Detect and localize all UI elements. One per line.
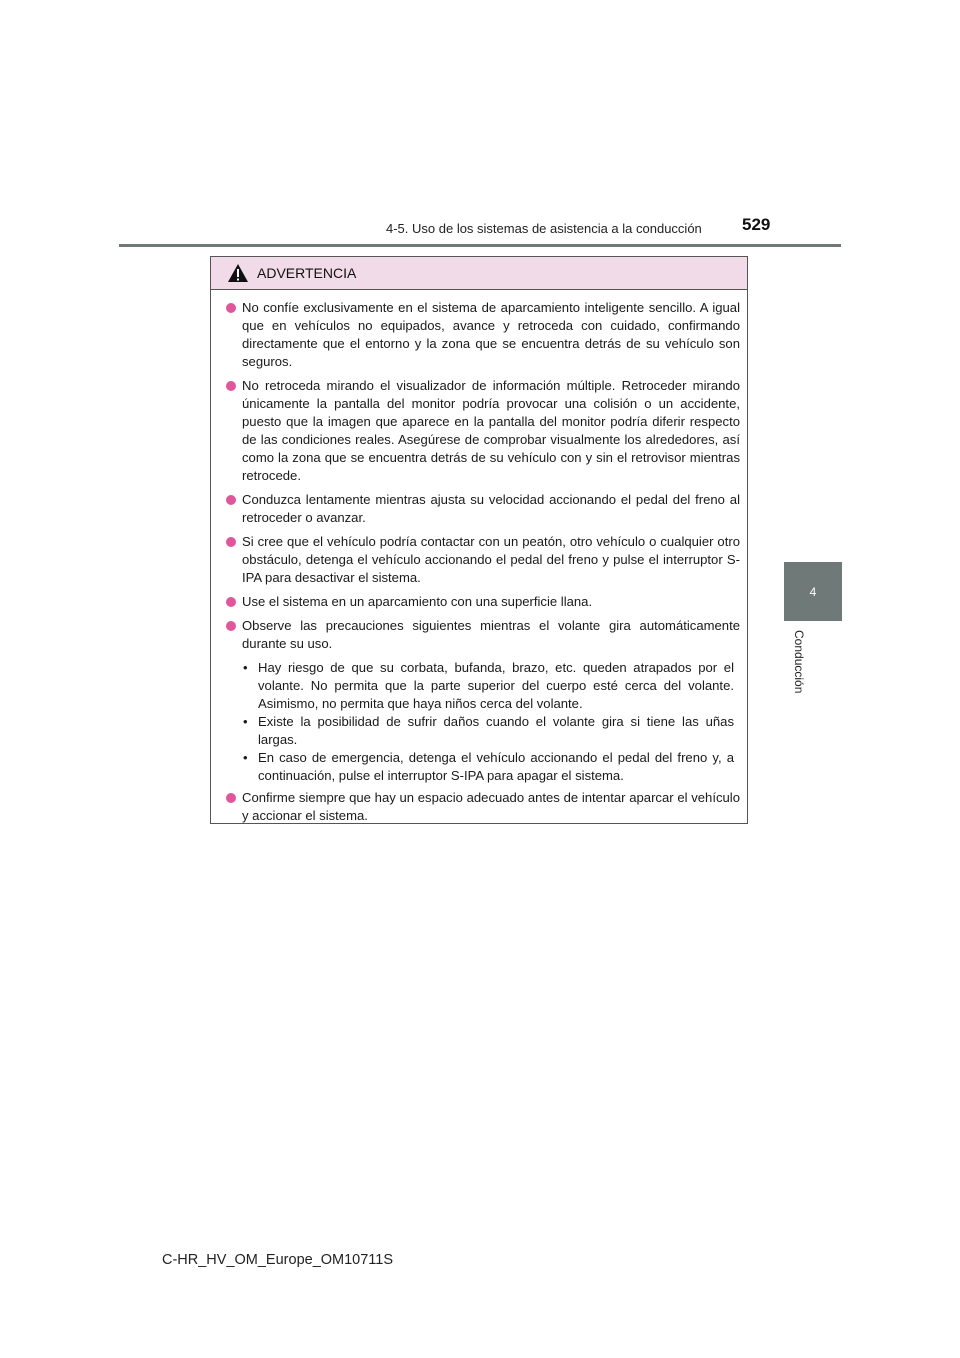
bullet-dot-icon — [226, 537, 236, 547]
warning-item: Conduzca lentamente mientras ajusta su velocidad accionando el pedal del freno al retroceder o avanzar. — [224, 491, 740, 527]
warning-title: ADVERTENCIA — [257, 265, 357, 281]
chapter-tab-label: Conducción — [792, 630, 806, 694]
running-header-section: 4-5. Uso de los sistemas de asistencia a la conducción — [386, 221, 702, 236]
warning-triangle-icon — [227, 263, 249, 283]
page-number: 529 — [742, 215, 771, 234]
warning-item: Confirme siempre que hay un espacio adecuado antes de intentar aparcar el vehículo y accionar el sistema. — [224, 789, 740, 825]
sub-bullet-marker: • — [243, 660, 248, 675]
sub-bullet-marker: • — [243, 714, 248, 729]
sub-bullet-marker: • — [243, 750, 248, 765]
bullet-dot-icon — [226, 793, 236, 803]
warning-item: No confíe exclusivamente en el sistema de aparcamiento inteligente sencillo. A igual que en vehículos no equipados, avance y retroceda con cuidado, confirmando directamente que el entorno y la zona que se encuentra detrás de su vehículo son seguros. — [224, 299, 740, 371]
precaution-sub-list — [243, 659, 734, 785]
bullet-dot-icon — [226, 621, 236, 631]
footer-document-id: C-HR_HV_OM_Europe_OM10711S — [162, 1252, 394, 1268]
sub-list-item: • En caso de emergencia, detenga el vehículo accionando el pedal del freno y, a continuación, pulse el interruptor S-IPA para apagar el sistema. — [243, 750, 734, 783]
bullet-dot-icon — [226, 381, 236, 391]
bullet-dot-icon — [226, 597, 236, 607]
warning-body — [211, 290, 747, 825]
warning-item: Si cree que el vehículo podría contactar con un peatón, otro vehículo o cualquier otro obstáculo, detenga el vehículo accionando el pedal del freno y pulse el interruptor S-IPA para desactivar el sistema. — [224, 533, 740, 587]
warning-header — [211, 257, 747, 290]
chapter-tab-number: 4 — [809, 584, 817, 599]
chapter-tab — [784, 562, 842, 621]
sub-list-item: • Hay riesgo de que su corbata, bufanda, brazo, etc. queden atrapados por el volante. No permita que la parte superior del cuerpo esté cerca del volante. Asimismo, no permita que haya niños cerca del volante. — [243, 660, 734, 711]
sub-list-item: • Existe la posibilidad de sufrir daños cuando el volante gira si tiene las uñas largas. — [243, 714, 734, 747]
bullet-dot-icon — [226, 303, 236, 313]
warning-item: Observe las precauciones siguientes mientras el volante gira automáticamente durante su uso. — [224, 617, 740, 653]
warning-box — [210, 256, 748, 824]
warning-item: No retroceda mirando el visualizador de información múltiple. Retroceder mirando únicamente la pantalla del monitor podría provocar una colisión o un accidente, puesto que la imagen que aparece en la pantalla del monitor podría diferir respecto de las condiciones reales. Asegúrese de comprobar visualmente los alrededores, así como la zona que se encuentra detrás de su vehículo con y sin el retrovisor mientras retrocede. — [224, 377, 740, 485]
bullet-dot-icon — [226, 495, 236, 505]
warning-item: Use el sistema en un aparcamiento con una superficie llana. — [224, 593, 740, 611]
header-divider — [119, 244, 841, 247]
